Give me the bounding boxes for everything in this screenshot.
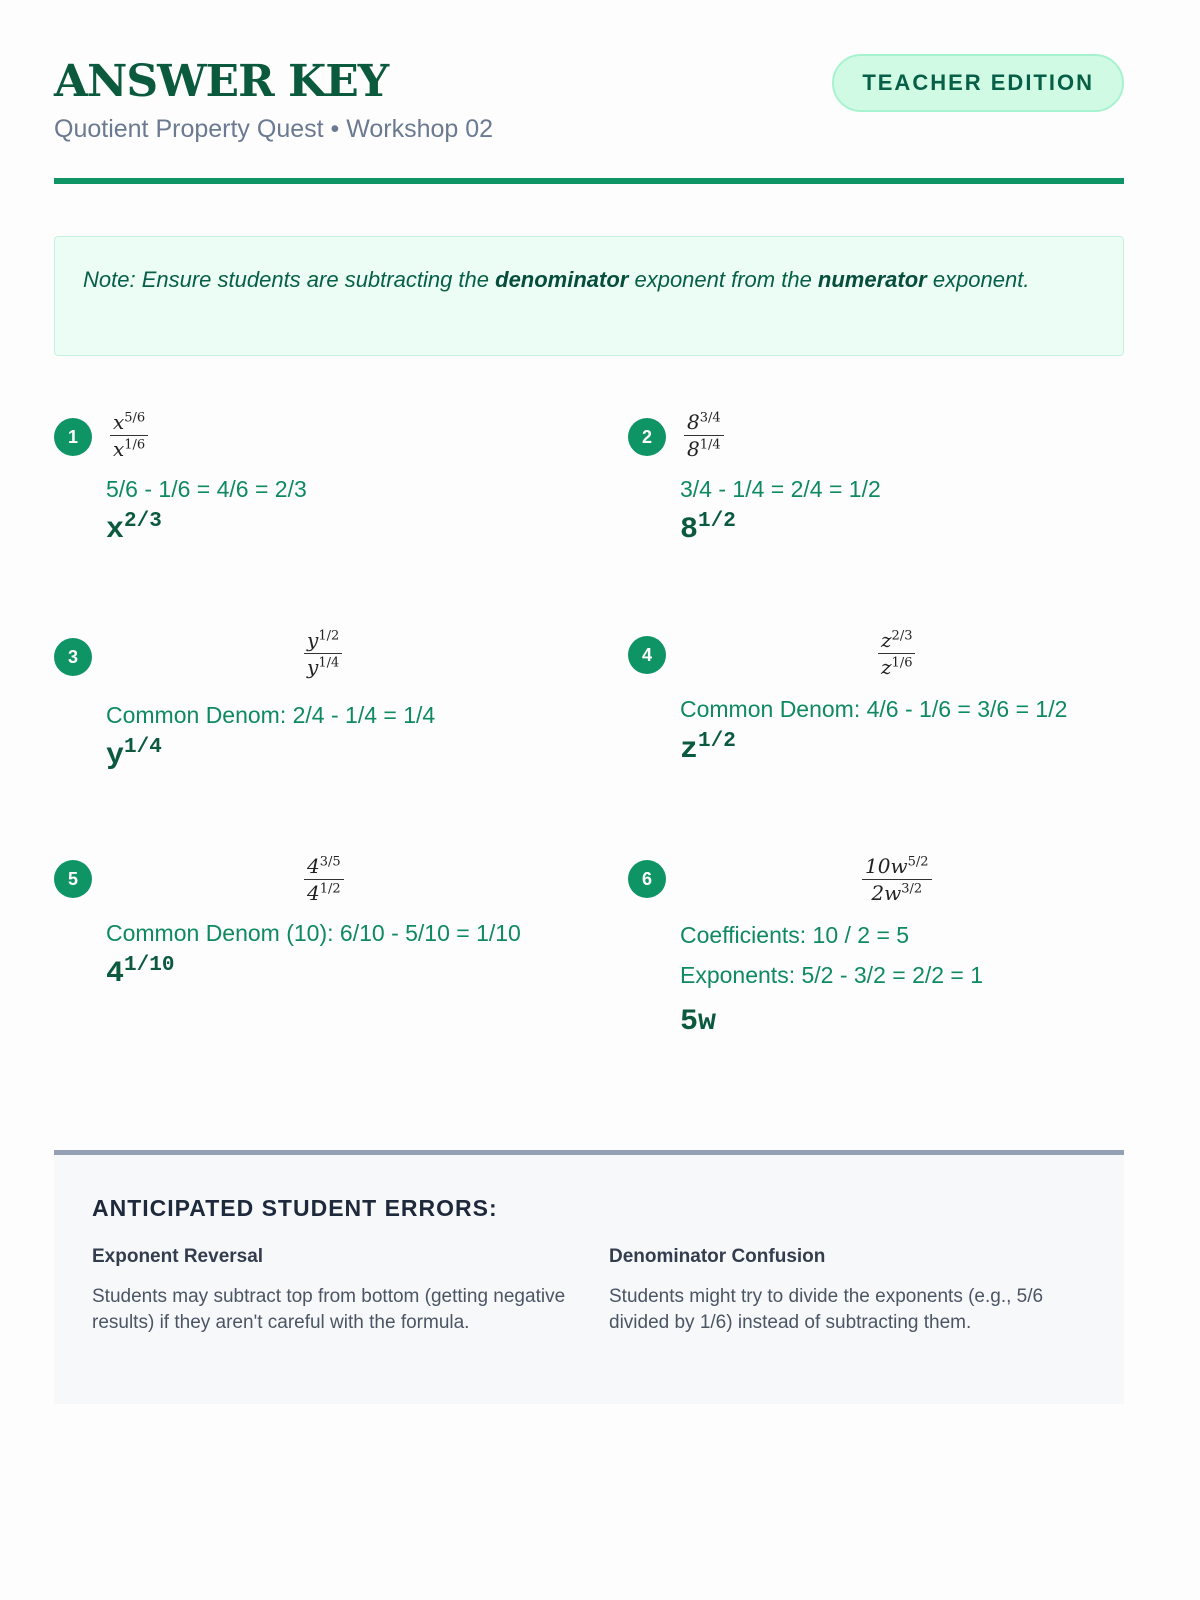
fraction-numerator: $10w^{5/2}$ (862, 854, 932, 880)
fraction-numerator: $4^{3/5}$ (304, 854, 344, 880)
problem-fraction (110, 410, 148, 461)
work-step: Exponents: 5/2 - 3/2 = 2/2 = 1 (680, 962, 984, 988)
problem-fraction (878, 628, 915, 679)
final-answer: $4^{1/10}$ (106, 954, 175, 991)
final-answer: $8^{1/2}$ (680, 510, 736, 547)
work-step: Common Denom: 4/6 - 1/6 = 3/6 = 1/2 (680, 696, 1068, 722)
work-step: 3/4 - 1/4 = 2/4 = 1/2 (680, 476, 881, 502)
problem-fraction (862, 854, 932, 905)
note-text: exponent. (926, 267, 1030, 292)
problem-number-badge: 6 (628, 860, 666, 898)
error-item (92, 1246, 569, 1336)
header (54, 56, 1124, 144)
fraction-denominator: $4^{1/2}$ (307, 881, 341, 905)
anticipated-errors-panel (54, 1150, 1124, 1404)
fraction-denominator: $x^{1/6}$ (113, 437, 146, 461)
fraction-denominator: $8^{1/4}$ (687, 437, 721, 461)
problem-fraction (684, 410, 724, 461)
fraction-numerator: $y^{1/2}$ (304, 628, 342, 654)
final-answer: 5w (680, 1005, 717, 1039)
error-heading: Exponent Reversal (92, 1246, 264, 1267)
note-text: Note: Ensure students are subtracting the (83, 267, 496, 292)
note-bold-denominator: denominator (495, 267, 629, 292)
fraction-numerator: $z^{2/3}$ (878, 628, 915, 654)
problem-number-badge: 3 (54, 638, 92, 676)
problem-number-badge: 2 (628, 418, 666, 456)
teacher-edition-badge: TEACHER EDITION (832, 54, 1124, 112)
fraction-numerator: $x^{5/6}$ (110, 410, 148, 436)
work-step: Common Denom: 2/4 - 1/4 = 1/4 (106, 702, 436, 728)
problem-fraction (304, 854, 344, 905)
problem-fraction (304, 628, 342, 679)
teacher-note (54, 236, 1124, 356)
final-answer: $x^{2/3}$ (106, 510, 162, 547)
work-step: Common Denom (10): 6/10 - 5/10 = 1/10 (106, 920, 521, 946)
problem-number-badge: 5 (54, 860, 92, 898)
error-text: Students may subtract top from bottom (getting negative results) if they aren't careful with the formula. (92, 1286, 566, 1333)
problem-number-badge: 1 (54, 418, 92, 456)
error-item (609, 1246, 1086, 1336)
error-heading: Denominator Confusion (609, 1246, 826, 1267)
errors-title: ANTICIPATED STUDENT ERRORS: (92, 1195, 498, 1221)
fraction-denominator: $y^{1/4}$ (307, 655, 340, 679)
note-bold-numerator: numerator (817, 267, 927, 292)
header-divider (54, 178, 1124, 184)
final-answer: $z^{1/2}$ (680, 730, 736, 767)
problem-number-badge: 4 (628, 636, 666, 674)
fraction-denominator: $2w^{3/2}$ (871, 881, 923, 905)
final-answer: $y^{1/4}$ (106, 736, 162, 773)
note-text: exponent from the (628, 267, 818, 292)
page-subtitle: Quotient Property Quest • Workshop 02 (54, 115, 494, 143)
fraction-numerator: $8^{3/4}$ (684, 410, 724, 436)
page-title: ANSWER KEY (54, 56, 389, 107)
fraction-denominator: $z^{1/6}$ (881, 655, 913, 679)
error-text: Students might try to divide the exponents (e.g., 5/6 divided by 1/6) instead of subtracting them. (609, 1286, 1044, 1333)
work-step: Coefficients: 10 / 2 = 5 (680, 922, 910, 948)
work-step: 5/6 - 1/6 = 4/6 = 2/3 (106, 476, 307, 502)
